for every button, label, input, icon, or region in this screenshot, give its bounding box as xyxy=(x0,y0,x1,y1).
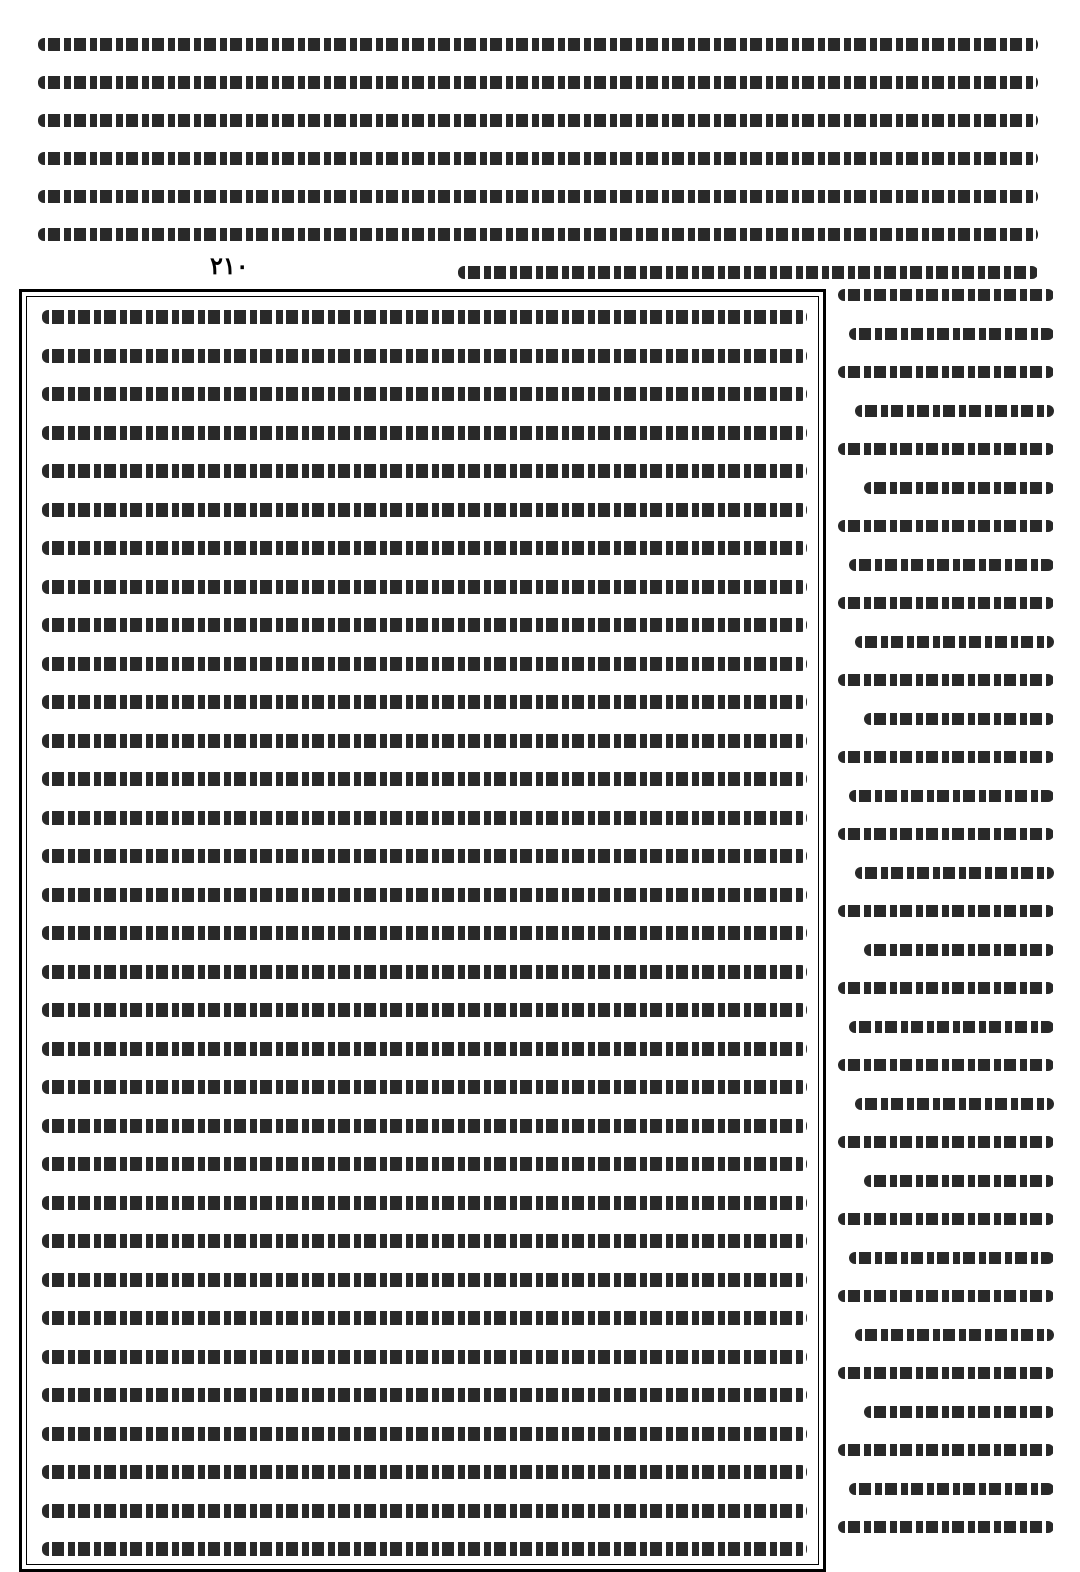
text-line xyxy=(42,464,807,478)
text-line xyxy=(855,1329,1054,1341)
text-line xyxy=(38,190,1038,203)
text-line xyxy=(838,443,1054,455)
text-line xyxy=(42,426,807,440)
text-line xyxy=(38,228,1038,241)
text-line xyxy=(42,1504,807,1518)
text-line xyxy=(38,38,1038,51)
text-line xyxy=(838,674,1054,686)
text-line xyxy=(864,1406,1054,1418)
text-line xyxy=(42,387,807,401)
text-line xyxy=(849,328,1054,340)
text-line xyxy=(849,1252,1054,1264)
text-line xyxy=(849,1483,1054,1495)
text-line xyxy=(838,828,1054,840)
text-line xyxy=(849,1021,1054,1033)
text-line xyxy=(42,1119,807,1133)
text-line xyxy=(864,482,1054,494)
text-line xyxy=(855,405,1054,417)
text-line xyxy=(458,266,1038,279)
text-line xyxy=(864,713,1054,725)
text-line xyxy=(42,1234,807,1248)
text-line xyxy=(38,114,1038,127)
text-line xyxy=(42,1427,807,1441)
text-line xyxy=(38,76,1038,89)
text-line xyxy=(42,503,807,517)
text-line xyxy=(42,1080,807,1094)
text-line xyxy=(42,1465,807,1479)
text-line xyxy=(42,849,807,863)
text-line xyxy=(42,657,807,671)
text-line xyxy=(42,811,807,825)
text-line xyxy=(838,366,1054,378)
text-line xyxy=(42,926,807,940)
text-line xyxy=(42,580,807,594)
text-line xyxy=(42,772,807,786)
text-line xyxy=(838,597,1054,609)
text-line xyxy=(42,734,807,748)
text-line xyxy=(855,867,1054,879)
main-text-frame xyxy=(19,289,826,1572)
text-line xyxy=(838,1290,1054,1302)
text-line xyxy=(838,1444,1054,1456)
text-line xyxy=(42,1196,807,1210)
top-commentary-block xyxy=(38,38,1038,276)
text-line xyxy=(864,944,1054,956)
page-number: ٢١٠ xyxy=(210,251,249,280)
text-line xyxy=(42,310,807,324)
text-line xyxy=(838,1367,1054,1379)
text-line xyxy=(838,1213,1054,1225)
text-line xyxy=(42,1042,807,1056)
text-line xyxy=(838,905,1054,917)
text-line xyxy=(38,152,1038,165)
text-line xyxy=(42,1273,807,1287)
text-line xyxy=(42,541,807,555)
text-line xyxy=(849,790,1054,802)
text-line xyxy=(855,636,1054,648)
margin-commentary-column xyxy=(838,289,1054,1572)
main-text-lines xyxy=(42,310,807,1549)
text-line xyxy=(42,349,807,363)
text-line xyxy=(855,1098,1054,1110)
text-line xyxy=(838,1521,1054,1533)
text-line xyxy=(42,1542,807,1556)
text-line xyxy=(838,520,1054,532)
text-line xyxy=(42,1003,807,1017)
text-line xyxy=(42,618,807,632)
text-line xyxy=(42,695,807,709)
text-line xyxy=(838,751,1054,763)
text-line xyxy=(838,289,1054,301)
text-line xyxy=(838,1136,1054,1148)
text-line xyxy=(42,1350,807,1364)
text-line xyxy=(42,965,807,979)
text-line xyxy=(838,982,1054,994)
text-line xyxy=(849,559,1054,571)
text-line xyxy=(42,1388,807,1402)
text-line xyxy=(864,1175,1054,1187)
text-line xyxy=(42,1311,807,1325)
text-line xyxy=(42,1157,807,1171)
text-line xyxy=(838,1059,1054,1071)
text-line xyxy=(42,888,807,902)
